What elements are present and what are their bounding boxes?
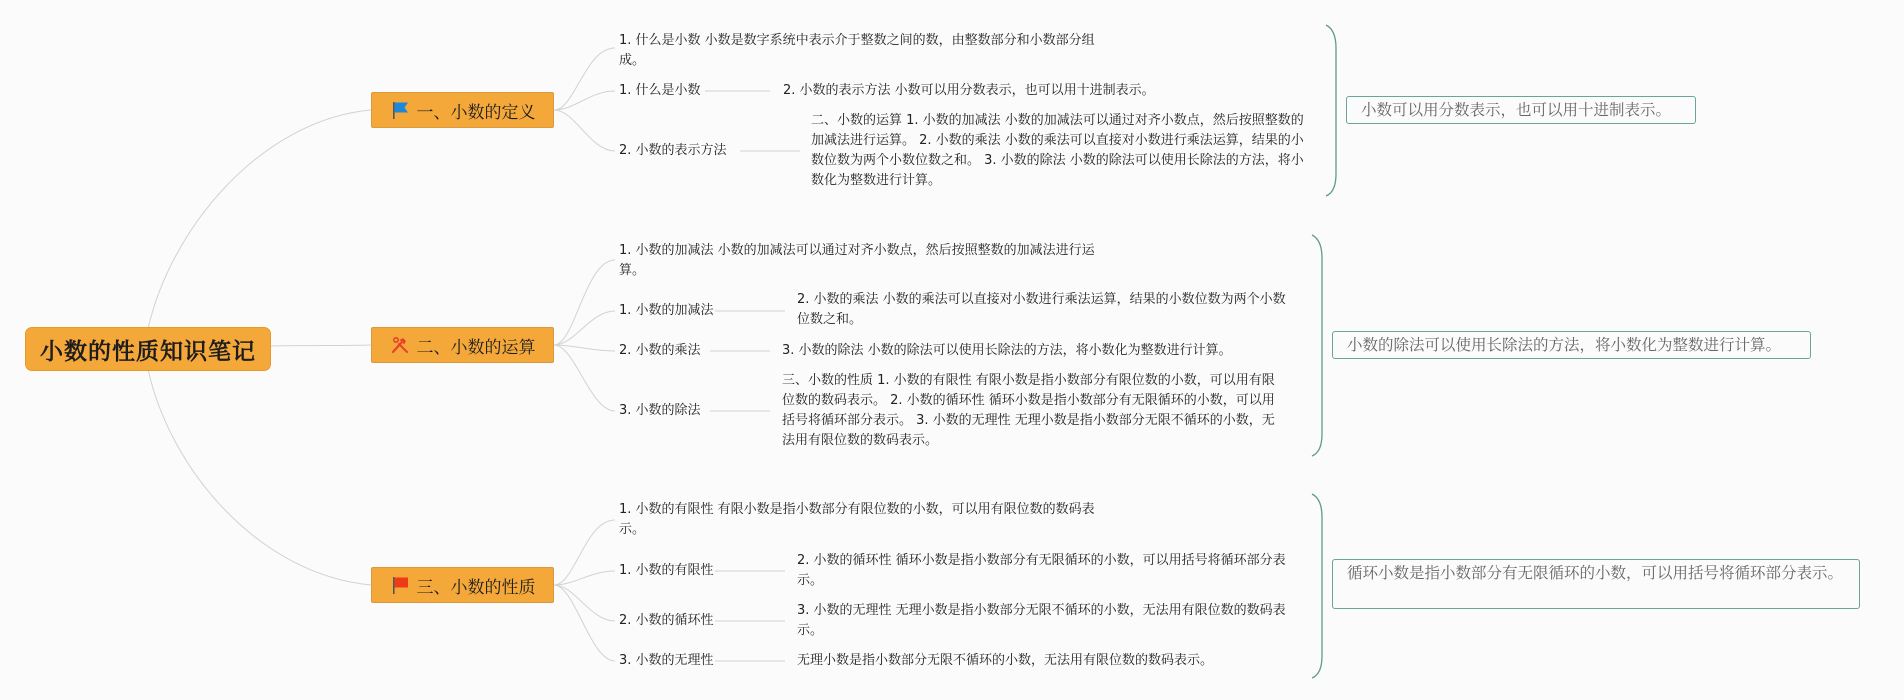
detail-topic[interactable]: 二、小数的运算 1. 小数的加减法 小数的加减法可以通过对齐小数点，然后按照整数的加减法进行运算。 2. 小数的乘法 小数的乘法可以直接对小数进行乘法运算，结果的小数位数为两个小数位数之和。 3. 小数的除法 小数的除法可以使用长除法的方法，将小数化为整数进行计算。 (811, 113, 1304, 188)
main-topic-properties[interactable] (371, 567, 554, 603)
subtopic[interactable]: 2. 小数的表示方法 (619, 143, 727, 158)
subtopic[interactable]: 2. 小数的乘法 (619, 343, 701, 358)
subtopic[interactable]: 1. 小数的加减法 小数的加减法可以通过对齐小数点，然后按照整数的加减法进行运算。 (619, 243, 1095, 278)
main-topic-definition[interactable] (371, 92, 554, 128)
detail-topic[interactable]: 2. 小数的乘法 小数的乘法可以直接对小数进行乘法运算，结果的小数位数为两个小数位数之和。 (797, 292, 1286, 327)
detail-topic[interactable]: 无理小数是指小数部分无限不循环的小数，无法用有限位数的数码表示。 (797, 653, 1214, 668)
main-topic-label: 一、小数的定义 (416, 102, 536, 123)
detail-topic[interactable]: 2. 小数的表示方法 小数可以用分数表示，也可以用十进制表示。 (783, 83, 1155, 98)
detail-topic[interactable]: 2. 小数的循环性 循环小数是指小数部分有无限循环的小数，可以用括号将循环部分表示。 (797, 553, 1286, 588)
summary-box[interactable]: 小数可以用分数表示，也可以用十进制表示。 (1346, 96, 1696, 124)
subtopic[interactable]: 3. 小数的除法 (619, 403, 701, 418)
subtopic[interactable]: 1. 小数的有限性 有限小数是指小数部分有限位数的小数，可以用有限位数的数码表示。 (619, 502, 1095, 537)
detail-topic[interactable]: 3. 小数的无理性 无理小数是指小数部分无限不循环的小数，无法用有限位数的数码表示。 (797, 603, 1286, 638)
root-topic[interactable]: 小数的性质知识笔记 (25, 327, 271, 371)
main-topic-operations[interactable] (371, 327, 554, 363)
subtopic[interactable]: 1. 小数的有限性 (619, 563, 714, 578)
detail-topic[interactable]: 3. 小数的除法 小数的除法可以使用长除法的方法，将小数化为整数进行计算。 (782, 343, 1232, 358)
red-flag-icon (390, 575, 410, 595)
main-topic-label: 二、小数的运算 (416, 337, 536, 358)
subtopic[interactable]: 3. 小数的无理性 (619, 653, 714, 668)
summary-box[interactable]: 小数的除法可以使用长除法的方法，将小数化为整数进行计算。 (1332, 331, 1811, 359)
subtopic[interactable]: 1. 什么是小数 (619, 83, 701, 98)
subtopic[interactable]: 2. 小数的循环性 (619, 613, 714, 628)
tools-icon (390, 335, 410, 355)
detail-topic[interactable]: 三、小数的性质 1. 小数的有限性 有限小数是指小数部分有限位数的小数，可以用有限位数的数码表示。 2. 小数的循环性 循环小数是指小数部分有无限循环的小数，可以用括号将循环部分表示。 3. 小数的无理性 无理小数是指小数部分无限不循环的小数，无法用有限位数的数码表示。 (782, 373, 1275, 448)
subtopic[interactable]: 1. 什么是小数 小数是数字系统中表示介于整数之间的数，由整数部分和小数部分组成。 (619, 33, 1095, 68)
main-topic-label: 三、小数的性质 (416, 577, 536, 598)
subtopic[interactable]: 1. 小数的加减法 (619, 303, 714, 318)
blue-flag-icon (390, 100, 410, 120)
summary-box[interactable]: 循环小数是指小数部分有无限循环的小数，可以用括号将循环部分表示。 (1332, 559, 1860, 609)
